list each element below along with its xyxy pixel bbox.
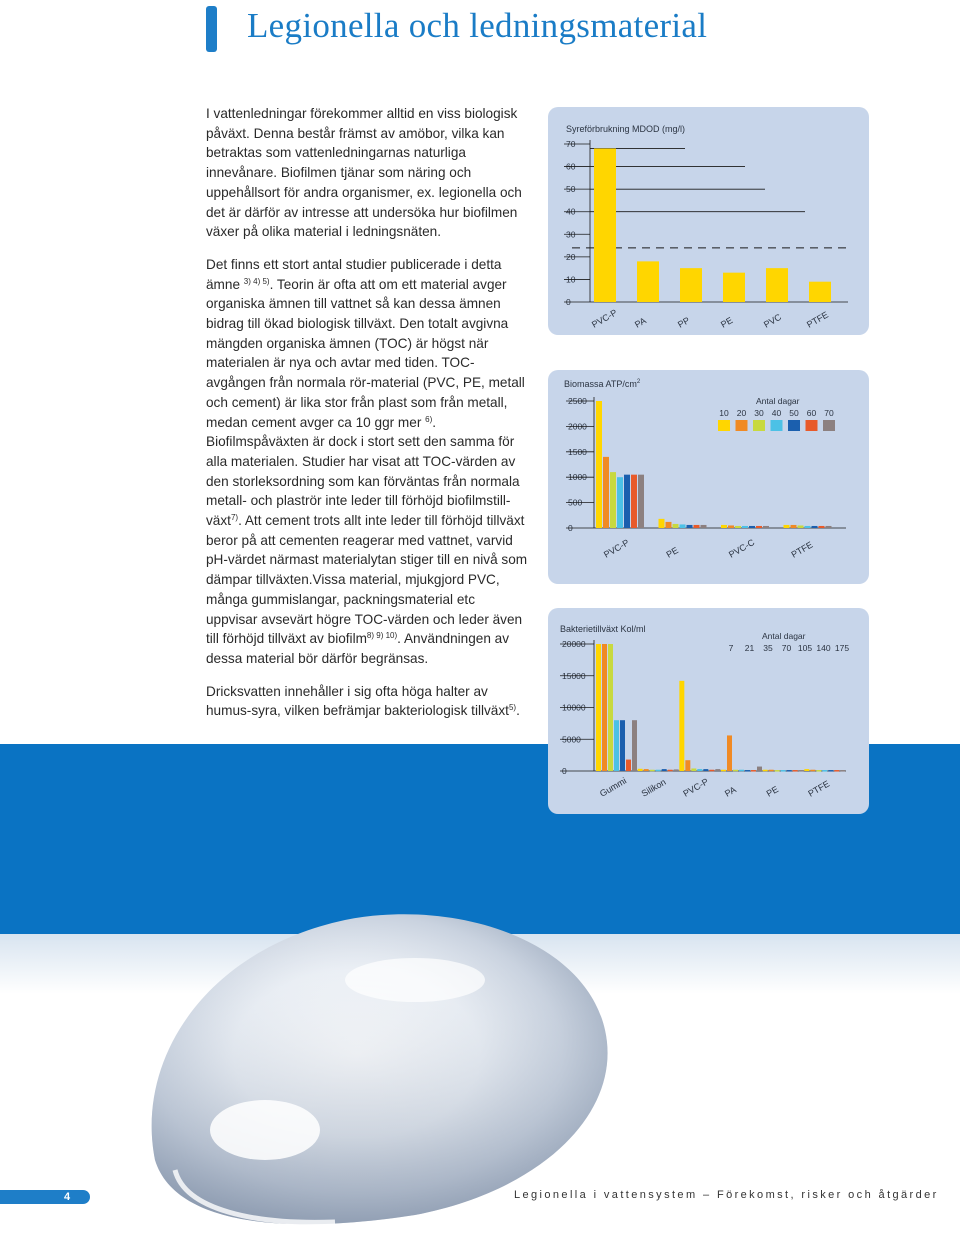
bar-series-60	[631, 475, 637, 528]
bar-series-10	[596, 401, 602, 528]
bar-series-20	[666, 522, 672, 528]
bar-series-105	[703, 769, 708, 771]
y-tick-label: 5000	[562, 734, 581, 745]
chart-bakterietillvaxt	[548, 608, 869, 814]
category-label: PVC-P	[590, 307, 619, 330]
legend-swatch	[753, 420, 765, 431]
bar-series-140	[751, 770, 756, 772]
legend-label: 7	[728, 643, 734, 653]
bar-series-20	[728, 525, 734, 528]
bar-series-70	[638, 475, 644, 528]
paragraph-3-part-b: .	[516, 703, 520, 719]
category-label: PVC-P	[681, 776, 711, 799]
reference-superscript: 6)	[425, 414, 433, 424]
bar-series-105	[662, 769, 667, 771]
bar-series-20	[791, 525, 797, 528]
bar-pa	[637, 261, 659, 302]
bar-series-140	[834, 770, 839, 772]
y-tick-label: 20000	[562, 639, 586, 649]
chart-syreforbrukning	[548, 107, 869, 335]
category-label: PVC-C	[727, 537, 757, 560]
category-label: PTFE	[789, 539, 815, 560]
legend-label: 10	[719, 408, 729, 418]
category-label: PVC	[762, 311, 784, 330]
chart-title: Syreförbrukning MDOD (mg/l)	[566, 124, 686, 134]
bar-series-175	[840, 770, 845, 772]
bar-series-60	[819, 526, 825, 528]
y-tick-label: 50	[566, 184, 576, 195]
bar-series-70	[614, 720, 619, 771]
bar-series-35	[816, 770, 821, 772]
paragraph-2-part-e: . Användningen av dessa material bör därför begränsas.	[206, 631, 510, 666]
legend-label: 35	[763, 643, 773, 653]
paragraph-3-part-a: Dricksvatten innehåller i sig ofta höga halter av humus-syra, vilken befrämjar bakteriologisk tillväxt	[206, 683, 509, 719]
legend-title: Antal dagar	[756, 396, 800, 406]
bar-series-40	[680, 524, 686, 528]
legend-label: 21	[744, 643, 755, 653]
paragraph-2	[206, 255, 528, 669]
bar-series-10	[784, 525, 790, 528]
bar-series-105	[620, 720, 625, 771]
footer-text: Legionella i vattensystem – Förekomst, risker och åtgärder	[514, 1189, 939, 1201]
legend-label: 20	[736, 408, 747, 418]
legend-swatch	[736, 420, 748, 431]
reference-superscript: 7)	[230, 513, 239, 523]
category-label: PP	[676, 315, 692, 330]
bar-series-60	[694, 525, 700, 528]
chart-svg	[548, 370, 869, 584]
bar-series-21	[602, 644, 607, 771]
bar-series-50	[624, 475, 630, 528]
bar-pe	[723, 273, 745, 302]
category-label: PTFE	[806, 778, 832, 799]
bar-pvc-p	[594, 149, 616, 302]
category-label: PTFE	[805, 309, 830, 330]
bar-series-30	[735, 526, 741, 528]
legend-label: 50	[789, 408, 799, 418]
bar-series-175	[715, 769, 720, 771]
bar-series-105	[787, 770, 792, 772]
bar-series-35	[650, 770, 655, 772]
legend-label: 70	[824, 408, 834, 418]
bar-series-50	[812, 526, 818, 528]
legend-label: 175	[834, 643, 850, 653]
paragraph-2-part-a: Det finns ett stort antal studier publicerade i detta ämne	[206, 256, 502, 292]
legend-label: 105	[797, 643, 813, 653]
y-tick-label: 1000	[568, 472, 587, 483]
reference-superscript: 5)	[508, 703, 517, 713]
bar-series-35	[691, 768, 696, 771]
chart-svg	[548, 107, 869, 335]
legend-label: 140	[816, 643, 831, 653]
bar-pp	[680, 268, 702, 302]
bar-series-140	[709, 770, 714, 772]
category-label: PA	[633, 315, 648, 330]
paragraph-3	[206, 682, 528, 721]
bar-series-7	[638, 769, 643, 771]
bar-series-10	[659, 519, 665, 528]
legend-label: 40	[771, 408, 782, 418]
bar-series-50	[749, 526, 755, 528]
bar-series-30	[610, 472, 616, 528]
category-label: PE	[664, 545, 680, 560]
y-tick-label: 2500	[568, 396, 587, 406]
y-tick-label: 30	[566, 229, 576, 240]
category-label: PVC-P	[602, 537, 631, 560]
category-label: PE	[719, 315, 735, 330]
bar-series-105	[828, 770, 833, 772]
y-tick-label: 1500	[568, 446, 587, 457]
category-label: Silikon	[639, 776, 668, 799]
body-text	[206, 104, 528, 734]
bar-series-20	[603, 457, 609, 528]
legend-swatch	[718, 420, 730, 431]
bar-series-70	[763, 526, 769, 528]
legend-swatch	[823, 420, 835, 431]
bar-series-50	[687, 525, 693, 528]
legend-title: Antal dagar	[762, 631, 806, 641]
bar-series-40	[805, 526, 811, 528]
legend-label: 30	[754, 408, 764, 418]
bar-series-70	[822, 770, 827, 772]
y-tick-label: 70	[566, 139, 576, 149]
y-tick-label: 0	[568, 523, 573, 533]
category-label: PE	[764, 784, 781, 799]
bar-series-21	[810, 770, 815, 772]
title-accent-bar	[206, 6, 217, 52]
bar-series-70	[697, 769, 702, 771]
bar-series-60	[756, 526, 762, 528]
bar-series-7	[804, 769, 809, 771]
page-title: Legionella och ledningsmaterial	[247, 6, 708, 45]
bar-series-30	[798, 525, 804, 528]
bar-series-40	[617, 477, 623, 528]
bar-series-35	[733, 770, 738, 772]
bar-series-175	[757, 767, 762, 771]
legend-label: 60	[806, 408, 817, 418]
y-tick-label: 500	[568, 497, 583, 508]
category-label: PA	[723, 784, 738, 799]
y-tick-label: 15000	[562, 670, 586, 681]
bar-series-35	[608, 644, 613, 771]
legend-swatch	[806, 420, 818, 431]
bar-series-70	[656, 770, 661, 772]
chart-title: Bakterietillväxt Kol/ml	[560, 624, 646, 634]
chart-svg	[548, 608, 869, 814]
bar-pvc	[766, 268, 788, 302]
paragraph-2-part-c: . Biofilmspåväxten är dock i stort sett den samma för alla materialen. Studier har visat att TOC-värden av den storleksordning som kan förväntas från normala metall- och plaströr inte leder till förhöjd biofilmstill-växt	[206, 414, 520, 529]
chart-title-superscript: 2	[636, 379, 641, 385]
bar-series-40	[742, 526, 748, 528]
bar-series-175	[799, 770, 804, 772]
water-droplet-image	[115, 830, 635, 1230]
bar-series-175	[674, 769, 679, 771]
bar-series-35	[775, 770, 780, 772]
bar-series-70	[701, 525, 707, 528]
legend-swatch	[771, 420, 783, 431]
bar-series-10	[721, 525, 727, 528]
bar-series-140	[668, 770, 673, 772]
paragraph-1: I vattenledningar förekommer alltid en viss biologisk påväxt. Denna består främst av amöbor, vilka kan betraktas som vattenledningarnas naturliga innevånare. Biofilmen tjänar som näring och uppehållsort för andra organismer, ex. legionella och det är därför av intresse att undersöka hur biofilmen växer på olika material i ledningsnäten.	[206, 106, 522, 240]
y-tick-label: 10	[566, 274, 576, 285]
paragraph-2-part-d: . Att cement trots allt inte leder till förhöjd tillväxt beror på att cementen reagerar med vattnet, varvid pH-värdet närmast materialytan stiger till en nivå som dämpar tillväxten.Vissa material, mjukgjord PVC, många gummislangar, packningsmaterial etc uppvisar avsevärt högre TOC-värden och leder även till förhöjd tillväxt av biofilm	[206, 513, 528, 647]
bar-ptfe	[809, 282, 831, 302]
y-tick-label: 2000	[568, 421, 587, 432]
y-tick-label: 10000	[562, 702, 586, 713]
bar-series-7	[763, 770, 768, 772]
bar-series-70	[739, 770, 744, 772]
bar-series-70	[781, 770, 786, 772]
bar-series-140	[793, 770, 798, 772]
bar-series-7	[679, 681, 684, 771]
bar-series-21	[769, 770, 774, 772]
reference-superscript: 8) 9) 10)	[366, 631, 398, 641]
bar-series-21	[644, 769, 649, 771]
bar-series-140	[626, 760, 631, 771]
chart-biomassa	[548, 370, 869, 584]
y-tick-label: 40	[566, 206, 576, 217]
bar-series-7	[596, 644, 601, 771]
page-number: 4	[64, 1191, 71, 1203]
footer-page-bar	[0, 1190, 90, 1204]
bar-series-21	[727, 735, 732, 771]
y-tick-label: 0	[562, 766, 567, 776]
legend-label: 70	[781, 643, 792, 653]
y-tick-label: 60	[566, 161, 576, 172]
bar-series-175	[632, 720, 637, 771]
y-tick-label: 20	[566, 251, 576, 262]
legend-swatch	[788, 420, 800, 431]
y-tick-label: 0	[566, 297, 571, 307]
bar-series-21	[685, 760, 690, 771]
bar-series-30	[673, 524, 679, 528]
bar-series-105	[745, 770, 750, 772]
paragraph-2-part-b: . Teorin är ofta att om ett material avger organiska ämnen till vattnet så kan dessa ämnen bidrag till ökad biologisk tillväxt. Den totalt avgivna mängden organiska ämnen (TOC) är högst när materialen är nya och avtar med tiden. TOC-avgången från normala rör-material (PVC, PE, metall och cement) är lika stor från plast som från metall, medan cement avger ca 10 ggr mer	[206, 276, 525, 430]
chart-title: Biomassa ATP/$cm^2$	[564, 379, 641, 389]
reference-superscript: 3) 4) 5)	[243, 276, 270, 286]
category-label: Gummi	[598, 775, 629, 799]
bar-series-70	[826, 526, 832, 528]
bar-series-7	[721, 770, 726, 772]
